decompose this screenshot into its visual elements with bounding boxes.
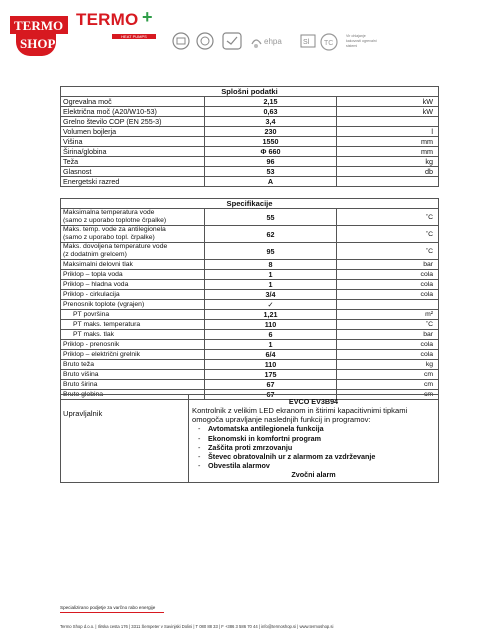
row-value: 95	[205, 243, 337, 260]
ehpa-logo-icon	[250, 34, 290, 50]
row-value: 3,4	[205, 117, 337, 127]
row-value: Φ 660	[205, 147, 337, 157]
row-unit	[337, 177, 439, 187]
termo-plus-word: TERMO	[76, 10, 139, 29]
table-row	[61, 97, 439, 107]
row-label: Priklop – hladna voda	[61, 280, 205, 290]
row-label: Bruto teža	[61, 360, 205, 370]
table-row	[61, 350, 439, 360]
list-item	[194, 434, 435, 443]
iso-certificate-icon	[196, 32, 214, 50]
row-label: Priklop - cirkulacija	[61, 290, 205, 300]
table-row	[61, 260, 439, 270]
row-unit: db	[337, 167, 439, 177]
row-unit: cola	[337, 280, 439, 290]
table-row	[61, 290, 439, 300]
table-row	[61, 243, 439, 260]
row-value: ✓	[205, 300, 337, 310]
list-item-text: Obvestila alarmov	[208, 461, 270, 471]
bullet-dash: -	[198, 461, 201, 471]
row-value: 2,15	[205, 97, 337, 107]
controller-table	[60, 394, 439, 483]
row-unit: mm	[337, 147, 439, 157]
cert-text-line1: Vir ohlajanje	[346, 34, 366, 38]
row-unit: mm	[337, 137, 439, 147]
row-label: Višina	[61, 137, 205, 147]
footnote-divider	[60, 612, 164, 613]
row-unit: ˚C	[337, 320, 439, 330]
row-value: 6/4	[205, 350, 337, 360]
row-label: PT maks. temperatura	[61, 320, 205, 330]
cert-text-line2: kakovosti ogrevalni	[346, 39, 377, 43]
ehpa-label: ehpa	[264, 37, 282, 46]
row-label: Maks. temp. vode za antilegionela (samo z uporabo topl. črpalke)	[61, 226, 205, 243]
termo-plus-tagline: HEAT PUMPS	[112, 34, 156, 39]
table-row	[61, 300, 439, 310]
row-unit: ˚C	[337, 226, 439, 243]
list-item	[194, 424, 435, 433]
ce-mark-icon	[300, 32, 316, 50]
row-value: 8	[205, 260, 337, 270]
row-value: 67	[205, 390, 337, 400]
table-row	[61, 147, 439, 157]
row-value: 1550	[205, 137, 337, 147]
row-unit: cola	[337, 340, 439, 350]
company-footer: Termo Shop d.o.o. | Ilirska cesta 176 | 3311 Šempeter v Savinjski Dolini | T 080 88 33 | F +386 3 586 70 44 | info@termoshop.si | www.termoshop.si	[60, 624, 334, 629]
row-value: 0,63	[205, 107, 337, 117]
certification-logos	[0, 32, 497, 56]
row-label: Teža	[61, 157, 205, 167]
row-label: Bruto globina	[61, 390, 205, 400]
row-value: 53	[205, 167, 337, 177]
row-label: Priklop – topla voda	[61, 270, 205, 280]
list-item	[194, 452, 435, 461]
row-value: 55	[205, 209, 337, 226]
table-row	[61, 320, 439, 330]
table-row	[61, 177, 439, 187]
row-unit: cola	[337, 270, 439, 280]
row-value: 175	[205, 370, 337, 380]
row-unit: bar	[337, 260, 439, 270]
termo-shop-logo-line2: SHOP	[20, 36, 56, 51]
row-label: Prenosnik toplote (vgrajen)	[61, 300, 205, 310]
row-label: Električna moč (A20/W10-53)	[61, 107, 205, 117]
table-row	[61, 280, 439, 290]
tuv-mark-icon	[320, 32, 342, 52]
svg-text:Sl: Sl	[303, 39, 310, 46]
table-row	[61, 137, 439, 147]
footnote: Specializirano podjetje za varčno rabo energije	[60, 605, 156, 610]
row-unit: l	[337, 127, 439, 137]
row-label: Energetski razred	[61, 177, 205, 187]
row-label: Grelno število COP (EN 255-3)	[61, 117, 205, 127]
row-label: PT površina	[61, 310, 205, 320]
list-item-text: Ekonomski in komfortni program	[208, 433, 322, 443]
list-item-text: Avtomatska antilegionela funkcija	[208, 424, 324, 434]
row-unit: cm	[337, 390, 439, 400]
list-item	[194, 461, 435, 470]
row-label: Maksimalna temperatura vode (samo z uporabo toplotne črpalke)	[61, 209, 205, 226]
table-row	[61, 226, 439, 243]
row-label: Priklop – električni grelnik	[61, 350, 205, 360]
row-value: 1,21	[205, 310, 337, 320]
row-value: 1	[205, 270, 337, 280]
row-label: Volumen bojlerja	[61, 127, 205, 137]
controller-details	[189, 395, 439, 483]
table-row	[61, 107, 439, 117]
row-value: 6	[205, 330, 337, 340]
bullet-dash: -	[198, 433, 201, 443]
controller-description: Kontrolnik z velikim LED ekranom in štirimi kapacitivnimi tipkami omogoča upravljanje naslednjih funkcij in programov:	[192, 406, 408, 425]
row-unit: ˚C	[337, 243, 439, 260]
row-label: Maks. dovoljena temperature vode (z dodatnim grelcem)	[61, 243, 205, 260]
specifications-title: Specifikacije	[61, 199, 439, 209]
row-value: 230	[205, 127, 337, 137]
general-data-rows	[61, 97, 439, 187]
row-value: 62	[205, 226, 337, 243]
row-value: 96	[205, 157, 337, 167]
table-row	[61, 360, 439, 370]
list-item-text: Zaščita proti zmrzovanju	[208, 442, 293, 452]
row-unit: cola	[337, 290, 439, 300]
row-unit: ˚C	[337, 209, 439, 226]
table-row	[61, 157, 439, 167]
controller-last-feature: Zvočni alarm	[291, 470, 336, 480]
row-unit: cola	[337, 350, 439, 360]
bullet-dash: -	[198, 452, 201, 462]
termo-shop-logo-line1: TERMO	[14, 18, 64, 33]
row-unit: bar	[337, 330, 439, 340]
list-item-text: Števec obratovalnih ur z alarmom za vzdrževanje	[208, 452, 376, 462]
row-value: A	[205, 177, 337, 187]
row-label: Priklop - prenosnik	[61, 340, 205, 350]
table-row	[61, 167, 439, 177]
row-value: 3/4	[205, 290, 337, 300]
specifications-rows	[61, 209, 439, 400]
controller-model: EVCO EV3B94	[288, 397, 339, 406]
row-unit: kW	[337, 97, 439, 107]
quality-seal-icon	[222, 32, 242, 50]
row-unit	[337, 117, 439, 127]
row-unit: kg	[337, 360, 439, 370]
row-unit: m²	[337, 310, 439, 320]
row-label: Širina/globina	[61, 147, 205, 157]
row-unit: cm	[337, 370, 439, 380]
table-row	[61, 370, 439, 380]
table-row	[61, 340, 439, 350]
row-value: 110	[205, 360, 337, 370]
eu-energy-label-icon	[172, 32, 190, 50]
table-row	[61, 330, 439, 340]
row-unit: cm	[337, 380, 439, 390]
svg-text:TC: TC	[324, 40, 334, 47]
row-label: Glasnost	[61, 167, 205, 177]
row-label: Ogrevalna moč	[61, 97, 205, 107]
plus-icon: +	[142, 7, 153, 27]
row-unit	[337, 300, 439, 310]
controller-feature-list	[192, 424, 435, 470]
row-value: 67	[205, 380, 337, 390]
controller-label: Upravljalnik	[61, 395, 189, 483]
table-row	[61, 310, 439, 320]
specifications-table	[60, 198, 439, 400]
table-row	[61, 117, 439, 127]
row-unit: kW	[337, 107, 439, 117]
general-data-title: Splošni podatki	[61, 87, 439, 97]
row-value: 1	[205, 280, 337, 290]
bullet-dash: -	[198, 442, 201, 452]
table-row	[61, 209, 439, 226]
row-unit: kg	[337, 157, 439, 167]
cert-text-line3: sistemi	[346, 44, 358, 48]
list-item	[194, 443, 435, 452]
row-label: Maksimalni delovni tlak	[61, 260, 205, 270]
row-value: 110	[205, 320, 337, 330]
table-row	[61, 127, 439, 137]
row-label: PT maks. tlak	[61, 330, 205, 340]
row-label: Bruto širina	[61, 380, 205, 390]
table-row	[61, 270, 439, 280]
bullet-dash: -	[198, 424, 201, 434]
row-label: Bruto višina	[61, 370, 205, 380]
table-row	[61, 380, 439, 390]
row-value: 1	[205, 340, 337, 350]
general-data-table	[60, 86, 439, 187]
